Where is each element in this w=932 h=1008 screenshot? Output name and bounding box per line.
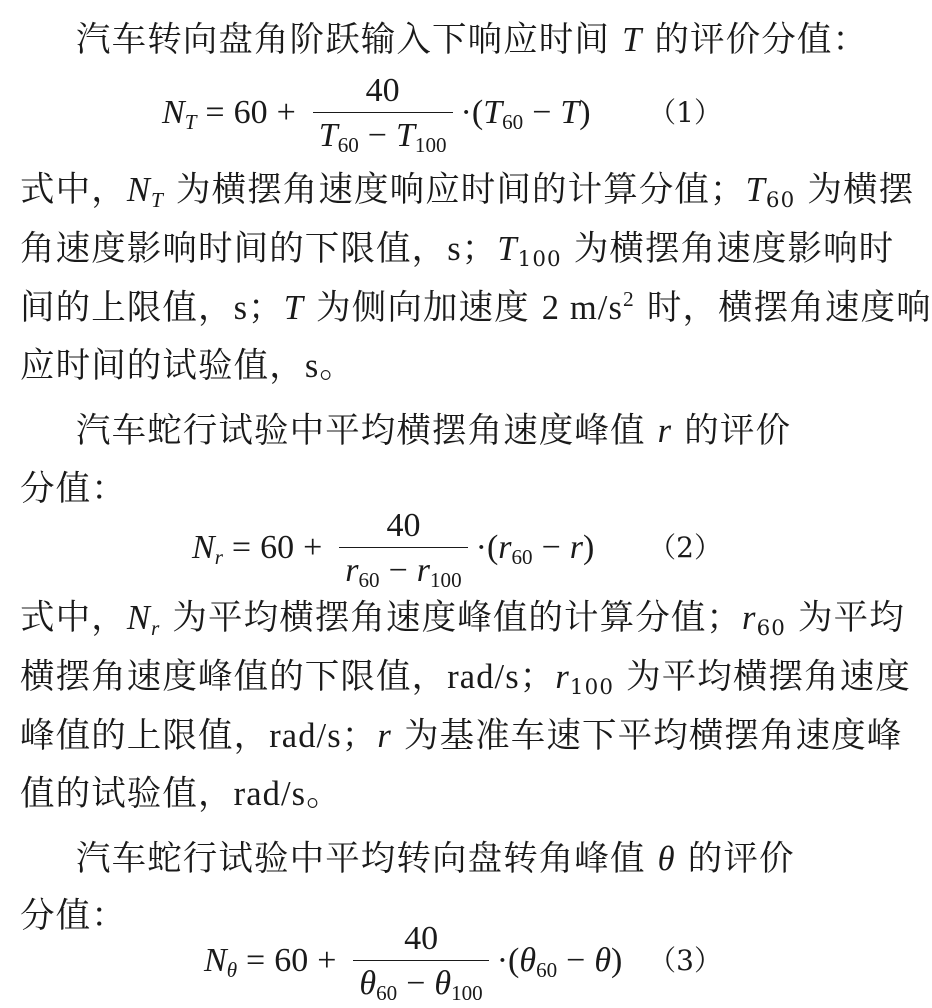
eq1-denominator: $T_{60} - T_{100}$ [313, 112, 453, 155]
eq2-base: 60 [260, 529, 295, 566]
eq3-equals: = [246, 942, 266, 979]
eq3-plus: + [317, 942, 337, 979]
eq3-fraction [353, 920, 488, 1003]
para3-intro-line-2: 分值： [20, 896, 127, 936]
para2-where-line-1: 式中，$N_r$ 为平均横摆角速度峰值的计算分值；$r_{60}$ 为平均 [20, 598, 905, 641]
eq2-fraction [339, 507, 467, 590]
eq1-lhs: $N_T$ [162, 94, 197, 134]
para1-where-line-1: 式中，$N_T$ 为横摆角速度响应时间的计算分值；$T_{60}$ 为横摆 [20, 170, 915, 213]
para2-where-line-3: 峰值的上限值，rad/s；r 为基准车速下平均横摆角速度峰 [20, 716, 903, 756]
para3-intro-line-1: 汽车蛇行试验中平均转向盘转角峰值 θ 的评价 [76, 839, 795, 879]
eq1-plus: + [276, 94, 296, 131]
para2-where-line-4: 值的试验值，rad/s。 [20, 774, 342, 814]
eq1-base: 60 [233, 94, 268, 131]
eq1-numerator: 40 [365, 71, 400, 109]
eq2-numerator: 40 [386, 506, 421, 544]
equation-1 [0, 68, 748, 158]
para1-where-line-2: 角速度影响时间的下限值，s；$T_{100}$ 为横摆角速度影响时 [20, 229, 895, 272]
eq2-denominator: $r_{60} - r_{100}$ [339, 547, 467, 590]
para2-intro-line-1: 汽车蛇行试验中平均横摆角速度峰值 r 的评价 [76, 411, 792, 451]
equation-3 [0, 916, 748, 1006]
eq2-equals: = [231, 529, 252, 566]
para1-intro: 汽车转向盘角阶跃输入下响应时间 T 的评价分值： [76, 20, 869, 60]
eq1-equals: = [205, 94, 225, 131]
para2-where-line-2: 横摆角速度峰值的下限值，rad/s；$r_{100}$ 为平均横摆角速度 [20, 657, 911, 700]
eq3-denominator: $\theta_{60} - \theta_{100}$ [353, 960, 488, 1003]
para1-where-line-4: 应时间的试验值，s。 [20, 346, 355, 386]
equation-2 [0, 503, 748, 593]
eq3-lhs: $N_\theta$ [204, 942, 238, 982]
eq3-base: 60 [274, 942, 309, 979]
eq2-dot: · [475, 529, 487, 566]
eq1-number: （1） [648, 96, 722, 129]
eq1-dot: · [460, 94, 472, 131]
eq3-number: （3） [648, 944, 722, 977]
eq2-paren-term: $(r_{60} - r)$ [486, 529, 595, 569]
eq3-numerator: 40 [404, 919, 439, 957]
eq1-fraction [313, 72, 453, 155]
para2-intro-line-2: 分值： [20, 469, 127, 509]
eq3-paren-term: $(\theta_{60} - \theta)$ [508, 942, 623, 982]
eq1-paren-term: $(T_{60} - T)$ [471, 94, 591, 134]
para1-where-line-3: 间的上限值，s；T 为侧向加速度 2 $m/s^2$ 时，横摆角速度响 [20, 287, 932, 328]
eq3-dot: · [496, 942, 509, 979]
eq2-lhs: $N_r$ [192, 529, 223, 569]
eq2-number: （2） [648, 531, 722, 564]
eq2-plus: + [303, 529, 323, 566]
